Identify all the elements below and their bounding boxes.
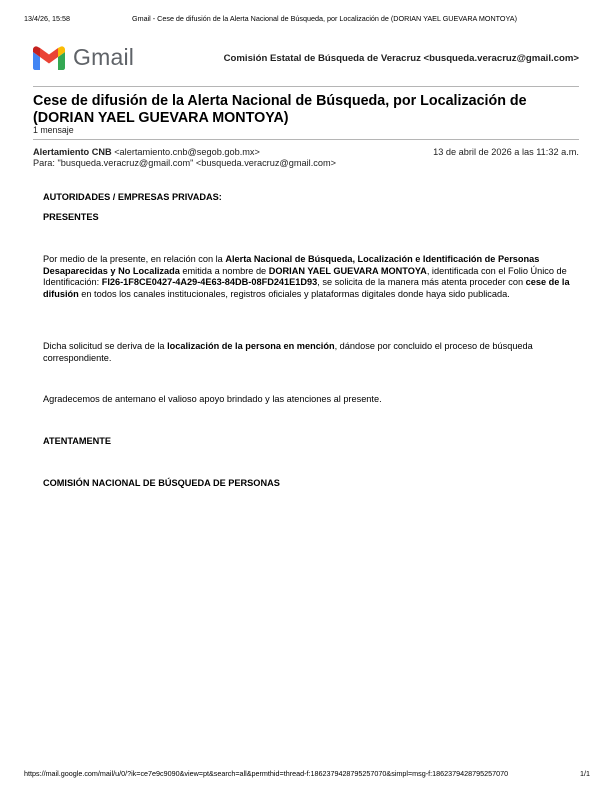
message-date: 13 de abril de 2026 a las 11:32 a.m.: [433, 147, 579, 157]
text: en todos los canales institucionales, registros oficiales y plataformas digitales donde haya sido publicada.: [78, 288, 510, 299]
divider: [33, 139, 579, 140]
closing: ATENTAMENTE: [43, 436, 112, 446]
page-url: https://mail.google.com/mail/u/0/?ik=ce7e9c9090&view=pt&search=all&permthid=thread-f:1862379428795257070&simpl=msg-f:1862379428795257070: [24, 769, 509, 778]
account-identity: Comisión Estatal de Búsqueda de Veracruz <busqueda.veracruz@gmail.com>: [223, 53, 579, 64]
text: , dándose por concluido el proceso de búsqueda correspondiente.: [43, 341, 533, 363]
page-number: 1/1: [580, 769, 590, 778]
message-count: 1 mensaje: [33, 125, 74, 135]
print-datetime: 13/4/26, 15:58: [24, 14, 70, 23]
location-emphasis: localización de la persona en mención: [167, 341, 335, 351]
text: , identificada con el Folio Único de Identificación:: [43, 265, 567, 288]
print-page-title: Gmail - Cese de difusión de la Alerta Nacional de Búsqueda, por Localización de (DORIAN YAEL GUEVARA MONTOYA): [132, 14, 517, 23]
text: emitida a nombre de: [179, 265, 269, 276]
body-paragraph-1: [43, 254, 573, 300]
sender-email[interactable]: <alertamiento.cnb@segob.gob.mx>: [114, 147, 260, 157]
recipient-line: Para: "busqueda.veracruz@gmail.com" <busqueda.veracruz@gmail.com>: [33, 158, 336, 168]
divider: [33, 86, 579, 87]
action-emphasis: cese de la difusión: [43, 277, 570, 299]
text: Por medio de la presente, en relación con la: [43, 254, 226, 264]
signature: COMISIÓN NACIONAL DE BÚSQUEDA DE PERSONAS: [43, 478, 280, 488]
alert-name: Alerta Nacional de Búsqueda, Localización e Identificación de Personas Desaparecidas y No Localizada: [43, 254, 540, 276]
print-header: [0, 14, 612, 26]
text: Dicha solicitud se deriva de la: [43, 341, 168, 351]
print-footer: [24, 769, 590, 778]
sender-name: Alertamiento CNB: [33, 147, 112, 157]
body-paragraph-2: [43, 341, 573, 364]
gmail-logo-icon: [33, 46, 65, 70]
gmail-logo: [33, 44, 134, 71]
body-paragraph-3: Agradecemos de antemano el valioso apoyo brindado y las atenciones al presente.: [43, 394, 382, 404]
message-header: [33, 147, 579, 168]
person-name: DORIAN YAEL GUEVARA MONTOYA: [268, 265, 427, 276]
text: , se solicita de la manera más atenta proceder con: [317, 277, 526, 288]
gmail-wordmark: Gmail: [73, 44, 135, 70]
salutation-line-1: AUTORIDADES / EMPRESAS PRIVADAS:: [43, 192, 222, 202]
thread-subject: Cese de difusión de la Alerta Nacional de Búsqueda, por Localización de (DORIAN YAEL GUEVARA MONTOYA): [33, 93, 527, 126]
salutation-line-2: PRESENTES: [43, 212, 99, 222]
gmail-header: [33, 40, 579, 74]
folio-id: FI26-1F8CE0427-4A29-4E63-84DB-08FD241E1D93: [101, 277, 318, 288]
